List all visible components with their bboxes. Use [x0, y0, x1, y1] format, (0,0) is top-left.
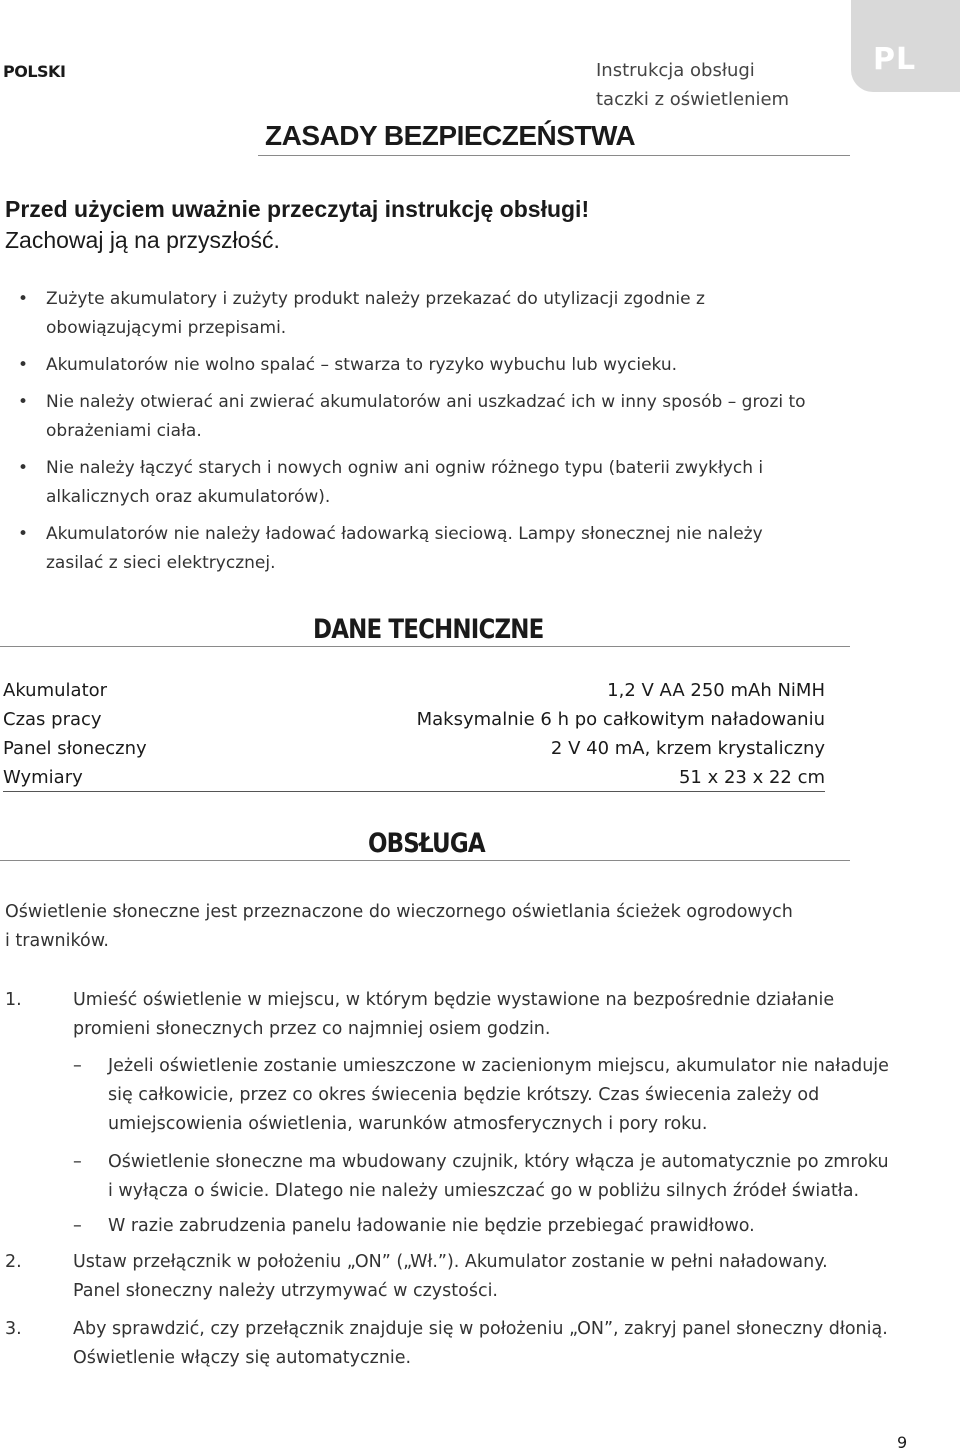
step-text [73, 986, 834, 1044]
dash-icon: – [73, 1152, 82, 1172]
document-title-line-2: taczki z oświetleniem [596, 89, 790, 110]
safety-intro-bold: Przed użyciem uważnie przeczytaj instrukcję obsługi! [5, 196, 590, 222]
usage-intro-line-1: Oświetlenie słoneczne jest przeznaczone do wieczornego oświetlania ścieżek ogrodowych [5, 902, 793, 922]
step-text-line-1: Ustaw przełącznik w położeniu „ON” („Wł.”). Akumulator zostanie w pełni naładowany. [73, 1252, 828, 1272]
document-title [596, 56, 789, 114]
step-text [73, 1248, 828, 1306]
step-text-line-2: promieni słonecznych przez co najmniej osiem godzin. [73, 1019, 551, 1039]
bullet-icon: • [18, 392, 29, 412]
spec-value-panel: 2 V 40 mA, krzem krystaliczny [550, 738, 825, 759]
spec-value-runtime: Maksymalnie 6 h po całkowitym naładowaniu [416, 709, 825, 730]
step-text-line-2: Panel słoneczny należy utrzymywać w czystości. [73, 1281, 498, 1301]
usage-title-rule [0, 860, 850, 861]
safety-intro-normal: Zachowaj ją na przyszłość. [5, 227, 280, 253]
step-text-line-2: Oświetlenie włączy się automatycznie. [73, 1348, 412, 1368]
bullet-icon: • [18, 289, 29, 309]
language-label: POLSKI [3, 62, 66, 81]
usage-title: OBSŁUGA [368, 828, 485, 859]
language-tab-label: PL [873, 42, 917, 77]
list-item-line-1: Jeżeli oświetlenie zostanie umieszczone w zacienionym miejscu, akumulator nie naładuje [108, 1056, 889, 1076]
list-item: • Akumulatorów nie należy ładować ładowarką sieciową. Lampy słonecznej nie należy zasilać z sieci elektrycznej. [0, 520, 766, 578]
list-item-line-3: umiejscowienia oświetlenia, warunków atmosferycznych i pory roku. [108, 1114, 708, 1134]
list-item: • Akumulatorów nie wolno spalać – stwarza to ryzyko wybuchu lub wycieku. [0, 351, 850, 380]
list-item-line-1: W razie zabrudzenia panelu ładowanie nie będzie przebiegać prawidłowo. [108, 1216, 755, 1236]
step-text-line-1: Aby sprawdzić, czy przełącznik znajduje się w położeniu „ON”, zakryj panel słoneczny dłonią. [73, 1319, 888, 1339]
list-item [108, 1148, 889, 1206]
step-number: 1. [5, 990, 22, 1010]
language-tab [851, 0, 960, 92]
spec-label-dimensions: Wymiary [3, 767, 83, 788]
usage-intro-line-2: i trawników. [5, 931, 109, 951]
list-item: • Nie należy otwierać ani zwierać akumulatorów ani uszkadzać ich w inny sposób – grozi to obrażeniami ciała. [0, 388, 806, 446]
list-item: • Zużyte akumulatory i zużyty produkt należy przekazać do utylizacji zgodnie z obowiązującymi przepisami. [0, 285, 826, 343]
spec-label-battery: Akumulator [3, 680, 108, 701]
bullet-icon: • [18, 355, 29, 375]
spec-label-runtime: Czas pracy [3, 709, 102, 730]
bullet-icon: • [18, 524, 29, 544]
dash-icon: – [73, 1056, 82, 1076]
spec-value-battery: 1,2 V AA 250 mAh NiMH [607, 680, 825, 701]
tech-title-rule [0, 646, 850, 647]
tech-title: DANE TECHNICZNE [313, 614, 544, 645]
safety-title: ZASADY BEZPIECZEŃSTWA [265, 120, 636, 151]
list-item [108, 1052, 889, 1139]
list-item-line-1: Oświetlenie słoneczne ma wbudowany czujnik, który włącza je automatycznie po zmroku [108, 1152, 889, 1172]
list-item-line-2: i wyłącza o świcie. Dlatego nie należy umieszczać go w pobliżu silnych źródeł światła. [108, 1181, 860, 1201]
step-text [73, 1315, 888, 1373]
safety-intro [5, 194, 589, 256]
dash-icon: – [73, 1216, 82, 1236]
list-item [108, 1212, 755, 1241]
spec-table-rule [3, 791, 825, 792]
document-title-line-1: Instrukcja obsługi [596, 60, 755, 81]
page-number: 9 [897, 1433, 908, 1452]
safety-bullet-list [0, 285, 850, 586]
bullet-icon: • [18, 458, 29, 478]
safety-title-rule [258, 155, 850, 156]
spec-label-panel: Panel słoneczny [3, 738, 147, 759]
step-text-line-1: Umieść oświetlenie w miejscu, w którym będzie wystawione na bezpośrednie działanie [73, 990, 835, 1010]
step-number: 3. [5, 1319, 22, 1339]
spec-value-dimensions: 51 x 23 x 22 cm [678, 767, 825, 788]
list-item-line-2: się całkowicie, przez co okres świecenia będzie krótszy. Czas świecenia zależy od [108, 1085, 820, 1105]
step-number: 2. [5, 1252, 22, 1272]
usage-intro [5, 898, 793, 956]
list-item: • Nie należy łączyć starych i nowych ogniw ani ogniw różnego typu (baterii zwykłych i alkalicznych oraz akumulatorów). [0, 454, 856, 512]
